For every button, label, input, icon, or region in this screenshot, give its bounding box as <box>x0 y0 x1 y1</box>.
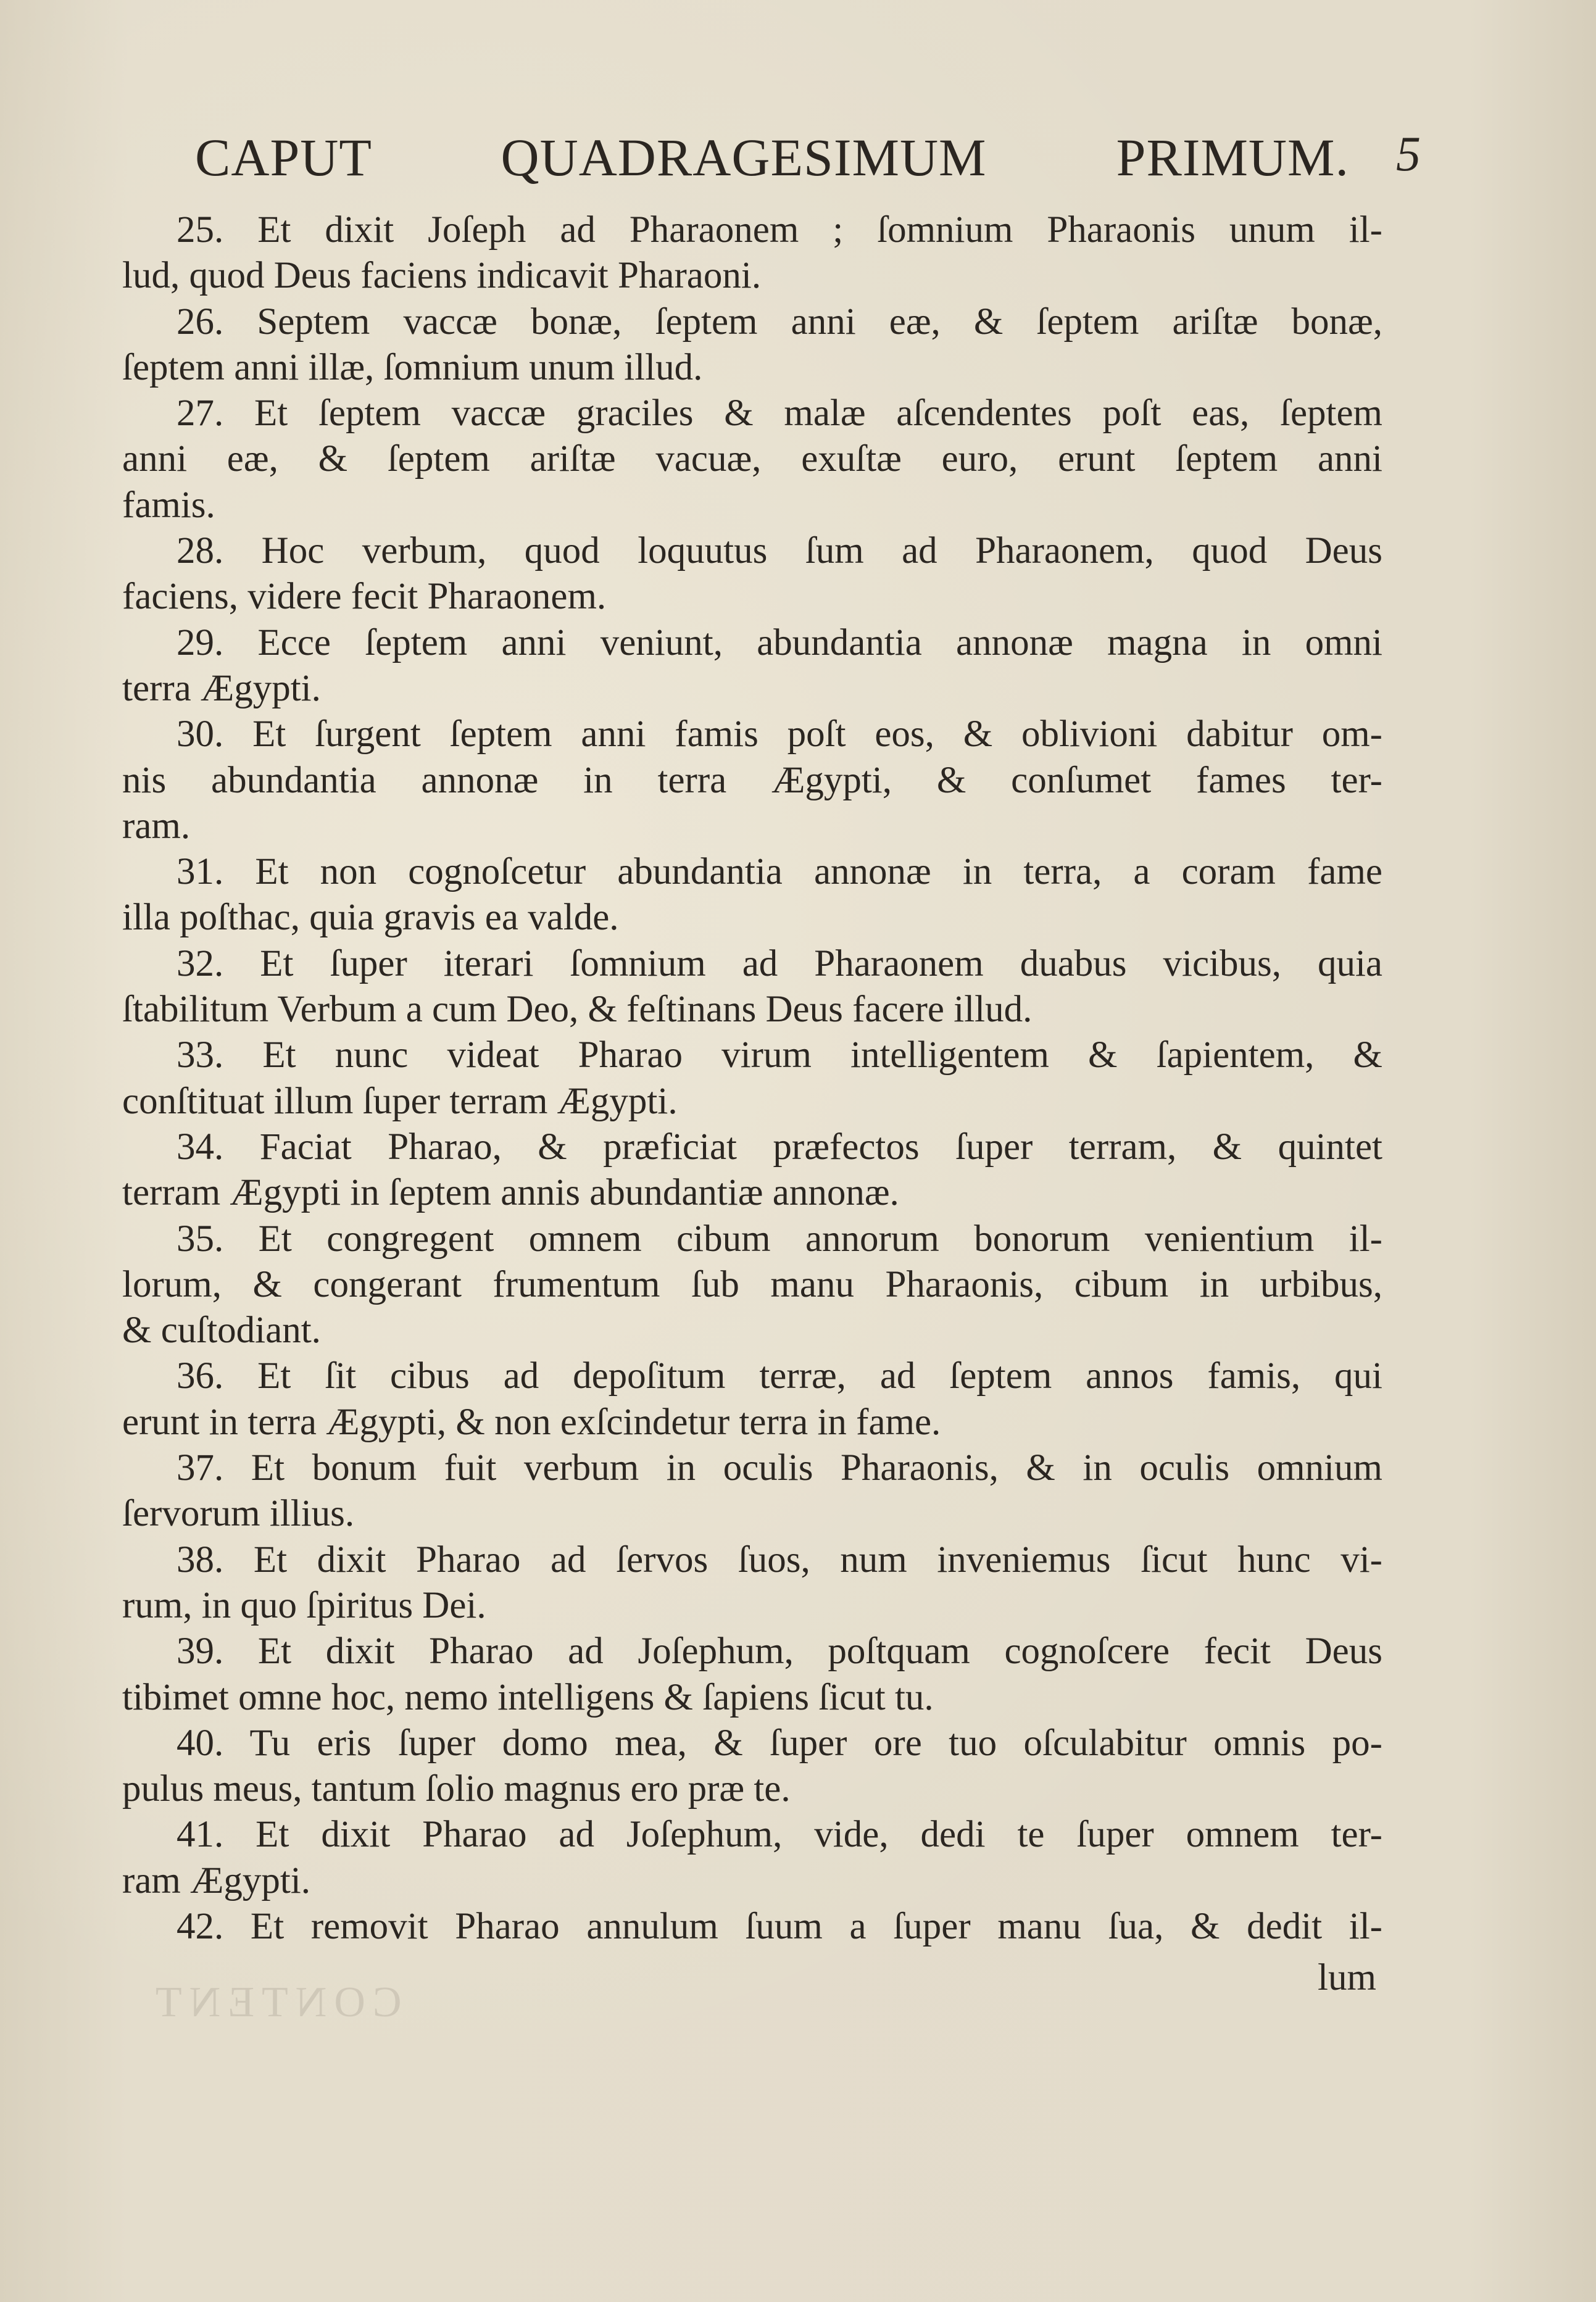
verse-line: ram Ægypti. <box>122 1859 310 1901</box>
catchword: lum <box>1318 1957 1376 1998</box>
verse-text <box>122 207 1382 1950</box>
verse-line: terram Ægypti in ſeptem annis abundantiæ annonæ. <box>122 1172 899 1214</box>
verse-line: ſervorum illius. <box>122 1493 355 1535</box>
verse-line: ram. <box>122 805 191 847</box>
verse-line-start: 26. Septem vaccæ bonæ, ſeptem anni eæ, & ſeptem ariſtæ bonæ, <box>177 301 1382 343</box>
verse-line-start: 38. Et dixit Pharao ad ſervos ſuos, num inveniemus ſicut hunc vi- <box>177 1539 1382 1581</box>
verse-line-start: 41. Et dixit Pharao ad Joſephum, vide, dedi te ſuper omnem ter- <box>177 1814 1382 1856</box>
show-through-text: CONTENT <box>148 1979 402 2026</box>
verse-line: famis. <box>122 484 215 526</box>
verse-line-start: 40. Tu eris ſuper domo mea, & ſuper ore tuo oſculabitur omnis po- <box>177 1722 1382 1764</box>
verse-line-start: 42. Et removit Pharao annulum ſuum a ſuper manu ſua, & dedit il- <box>177 1905 1382 1947</box>
verse-line: lorum, & congerant frumentum ſub manu Pharaonis, cibum in urbibus, <box>122 1263 1382 1305</box>
verse-line: illa poſthac, quia gravis ea valde. <box>122 897 619 939</box>
verse-line: & cuſtodiant. <box>122 1310 321 1352</box>
verse-line: terra Ægypti. <box>122 667 321 709</box>
verse-line: lud, quod Deus faciens indicavit Pharaoni. <box>122 255 762 297</box>
verse-line-start: 39. Et dixit Pharao ad Joſephum, poſtquam cognoſcere fecit Deus <box>177 1631 1382 1672</box>
verse-line-start: 27. Et ſeptem vaccæ graciles & malæ aſcendentes poſt eas, ſeptem <box>177 393 1382 434</box>
verse-line: rum, in quo ſpiritus Dei. <box>122 1584 486 1626</box>
verse-line-start: 30. Et ſurgent ſeptem anni famis poſt eos, & oblivioni dabitur om- <box>177 713 1382 755</box>
verse-line-start: 34. Faciat Pharao, & præficiat præfectos ſuper terram, & quintet <box>177 1126 1382 1168</box>
verse-line-start: 28. Hoc verbum, quod loquutus ſum ad Pharaonem, quod Deus <box>177 530 1382 572</box>
verse-line-start: 33. Et nunc videat Pharao virum intelligentem & ſapientem, & <box>177 1034 1382 1076</box>
running-header: CAPUT QUADRAGESIMUM PRIMUM. <box>195 128 1349 187</box>
verse-line: tibimet omne hoc, nemo intelligens & ſapiens ſicut tu. <box>122 1676 934 1718</box>
verse-line: ſeptem anni illæ, ſomnium unum illud. <box>122 346 703 388</box>
verse-line-start: 31. Et non cognoſcetur abundantia annonæ in terra, a coram fame <box>177 851 1382 893</box>
verse-line: nis abundantia annonæ in terra Ægypti, & conſumet fames ter- <box>122 759 1382 801</box>
verse-line: ſtabilitum Verbum a cum Deo, & feſtinans Deus facere illud. <box>122 989 1033 1031</box>
verse-line: anni eæ, & ſeptem ariſtæ vacuæ, exuſtæ euro, erunt ſeptem anni <box>122 438 1382 480</box>
page-number: 5 <box>1396 127 1421 181</box>
verse-line: conſtituat illum ſuper terram Ægypti. <box>122 1080 678 1122</box>
verse-line: erunt in terra Ægypti, & non exſcindetur terra in fame. <box>122 1401 941 1443</box>
verse-line-start: 25. Et dixit Joſeph ad Pharaonem ; ſomnium Pharaonis unum il- <box>177 209 1382 251</box>
verse-line-start: 29. Ecce ſeptem anni veniunt, abundantia annonæ magna in omni <box>177 621 1382 663</box>
verse-line-start: 37. Et bonum fuit verbum in oculis Pharaonis, & in oculis omnium <box>177 1447 1382 1489</box>
verse-line-start: 32. Et ſuper iterari ſomnium ad Pharaonem duabus vicibus, quia <box>177 942 1382 984</box>
verse-line-start: 35. Et congregent omnem cibum annorum bonorum venientium il- <box>177 1218 1382 1260</box>
verse-line-start: 36. Et ſit cibus ad depoſitum terræ, ad ſeptem annos famis, qui <box>177 1355 1382 1397</box>
verse-line: pulus meus, tantum ſolio magnus ero præ te. <box>122 1768 791 1810</box>
verse-line: faciens, videre fecit Pharaonem. <box>122 576 607 618</box>
